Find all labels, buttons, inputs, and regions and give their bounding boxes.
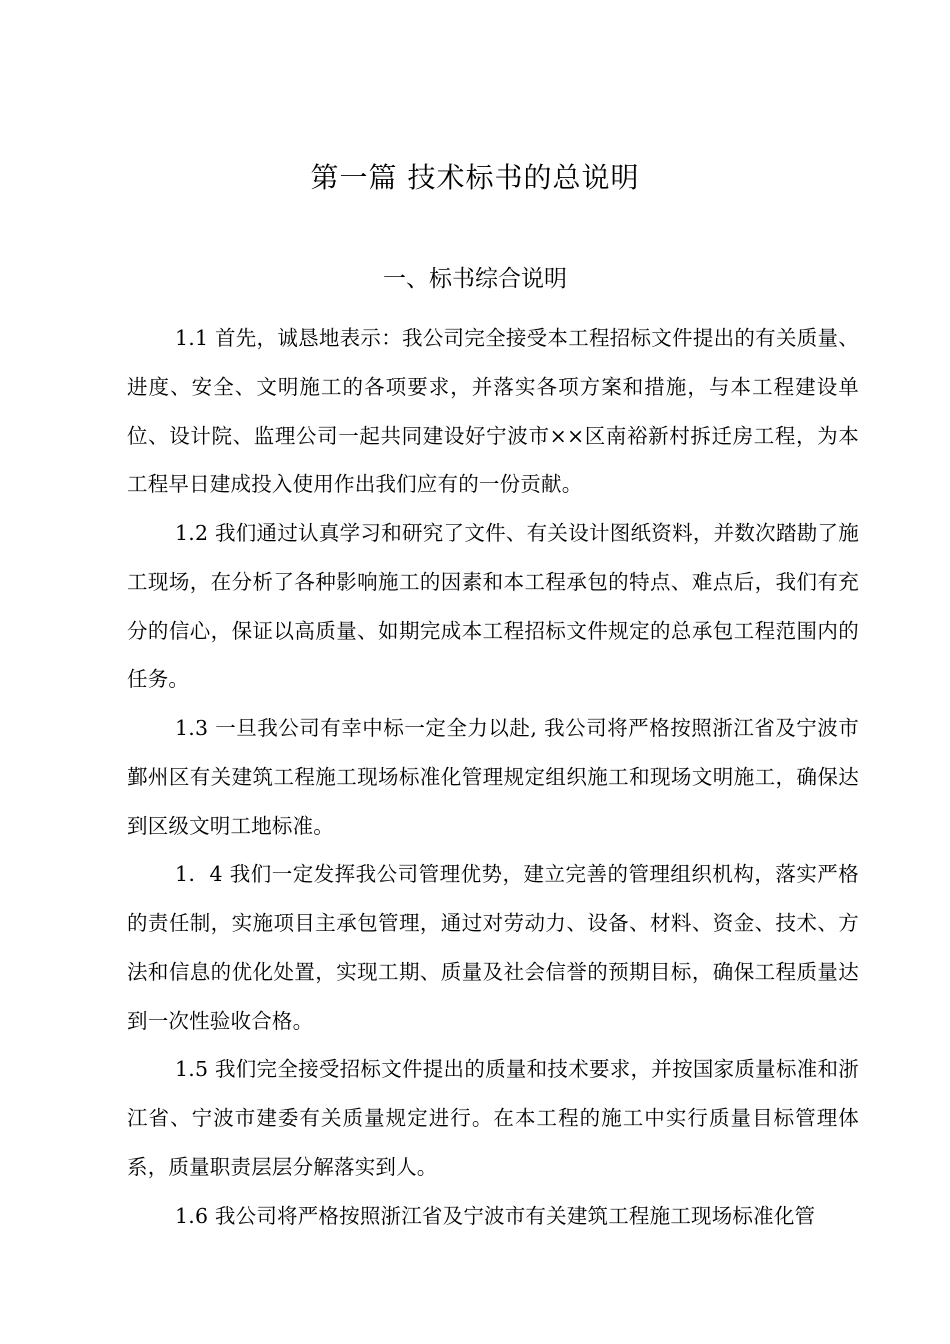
paragraph-1-1: 1.1 首先，诚恳地表示：我公司完全接受本工程招标文件提出的有关质量、进度、安全、文明施工的各项要求，并落实各项方案和措施，与本工程建设单位、设计院、监理公司一起共同建设好宁波市××区南裕新村拆迁房工程，为本工程早日建成投入使用作出我们应有的一份贡献。 [127,326,859,497]
paragraph-1-5: 1.5 我们完全接受招标文件提出的质量和技术要求，并按国家质量标准和浙江省、宁波市建委有关质量规定进行。在本工程的施工中实行质量目标管理体系，质量职责层层分解落实到人。 [127,1057,859,1179]
document-title: 第一篇 技术标书的总说明 [310,161,640,194]
paragraph-1-6: 1.6 我公司将严格按照浙江省及宁波市有关建筑工程施工现场标准化管 [175,1203,816,1228]
paragraph-1-3: 1.3 一旦我公司有幸中标一定全力以赴, 我公司将严格按照浙江省及宁波市鄞州区有关建筑工程施工现场标准化管理规定组织施工和现场文明施工，确保达到区级文明工地标准。 [127,716,859,838]
document-body [127,314,859,1240]
paragraph-1-2: 1.2 我们通过认真学习和研究了文件、有关设计图纸资料，并数次踏勘了施工现场，在分析了各种影响施工的因素和本工程承包的特点、难点后，我们有充分的信心，保证以高质量、如期完成本工程招标文件规定的总承包工程范围内的任务。 [127,521,859,692]
paragraph-1-4: 1．4 我们一定发挥我公司管理优势，建立完善的管理组织机构，落实严格的责任制，实施项目主承包管理，通过对劳动力、设备、材料、资金、技术、方法和信息的优化处置，实现工期、质量及社会信誉的预期目标，确保工程质量达到一次性验收合格。 [127,862,859,1033]
section-heading: 一、标书综合说明 [383,266,567,292]
